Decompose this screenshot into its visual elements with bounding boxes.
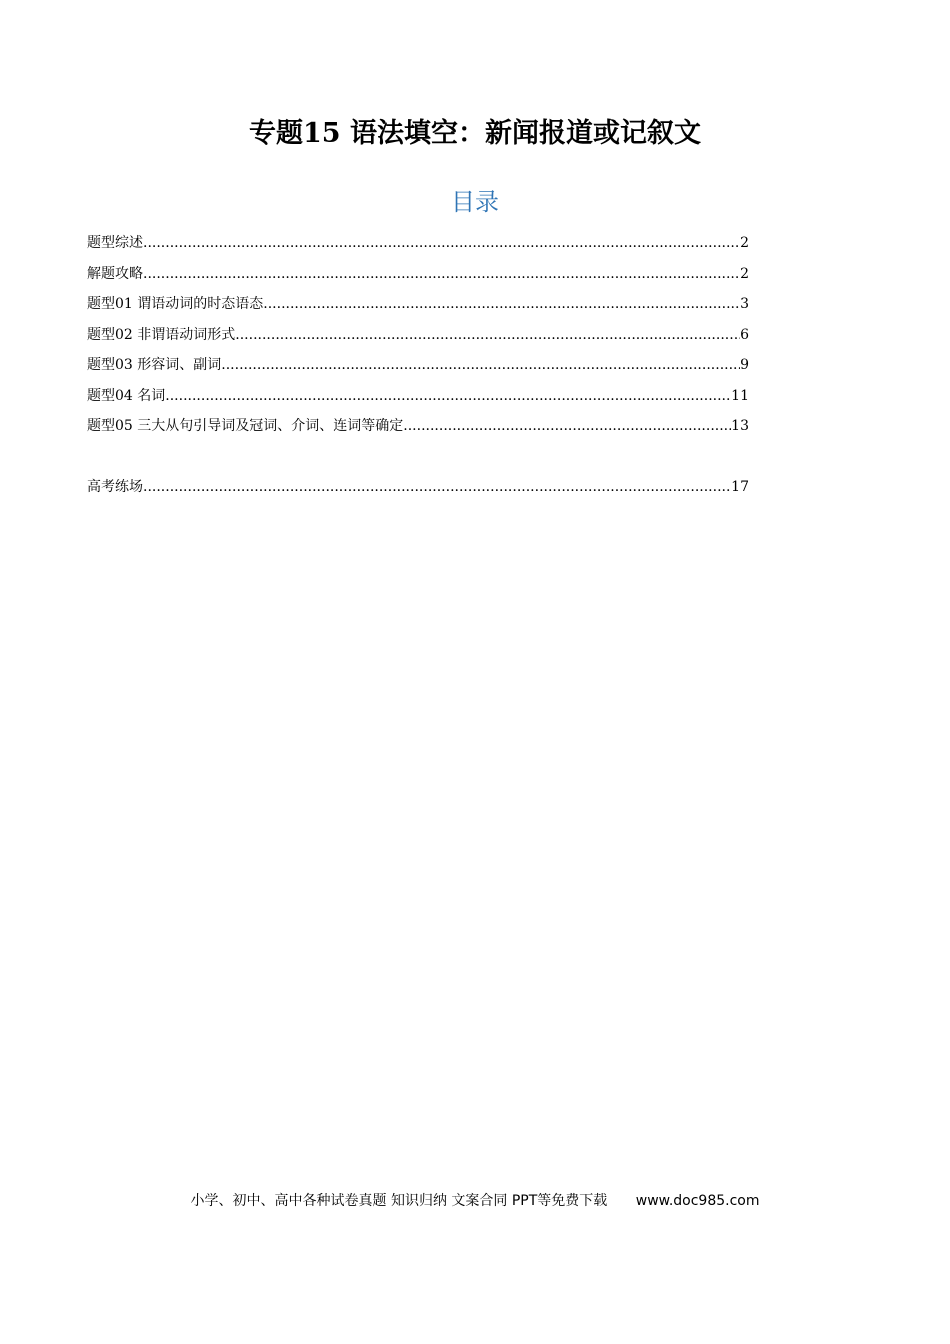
toc-entry-type-04[interactable]	[87, 381, 749, 412]
toc-heading: 目录	[451, 188, 499, 216]
page-title: 专题15 语法填空：新闻报道或记叙文	[249, 118, 701, 149]
toc-leader-dots	[165, 381, 731, 412]
toc-entry-type-02[interactable]	[87, 320, 749, 351]
toc-entry-page: 17	[731, 479, 749, 495]
toc-entry-label: 高考练场	[87, 479, 143, 495]
table-of-contents	[87, 228, 749, 503]
toc-entry-strategy[interactable]	[87, 259, 749, 290]
toc-entry-page: 2	[740, 235, 749, 251]
footer-text: 小学、初中、高中各种试卷真题 知识归纳 文案合同 PPT等免费下载	[190, 1193, 608, 1209]
toc-entry-overview[interactable]	[87, 228, 749, 259]
toc-leader-dots	[263, 289, 740, 320]
toc-leader-dots	[143, 472, 731, 503]
page-footer	[0, 1190, 950, 1212]
toc-entry-label: 题型综述	[87, 235, 143, 251]
toc-entry-type-05[interactable]	[87, 411, 749, 442]
toc-entry-label: 题型02 非谓语动词形式	[87, 326, 236, 343]
toc-entry-label: 解题攻略	[87, 265, 143, 282]
toc-leader-dots	[143, 228, 740, 259]
toc-entry-exam-practice[interactable]	[87, 472, 749, 503]
toc-entry-page: 11	[731, 387, 749, 404]
toc-entry-label: 题型03 形容词、副词	[87, 357, 222, 373]
toc-entry-label: 题型01 谓语动词的时态语态	[87, 296, 264, 312]
toc-entry-label: 题型05 三大从句引导词及冠词、介词、连词等确定	[87, 418, 404, 434]
toc-leader-dots	[403, 411, 731, 442]
toc-entry-type-01[interactable]	[87, 289, 749, 320]
toc-entry-page: 9	[740, 357, 749, 373]
toc-entry-page: 13	[731, 418, 749, 434]
toc-entry-label: 题型04 名词	[87, 387, 166, 404]
toc-leader-dots	[221, 350, 740, 381]
toc-entry-type-03[interactable]	[87, 350, 749, 381]
toc-entry-page: 6	[740, 326, 749, 343]
toc-entry-page: 2	[740, 265, 749, 282]
toc-leader-dots	[143, 259, 740, 290]
toc-entry-page: 3	[740, 296, 749, 312]
toc-leader-dots	[235, 320, 740, 351]
footer-url[interactable]: www.doc985.com	[635, 1193, 760, 1209]
